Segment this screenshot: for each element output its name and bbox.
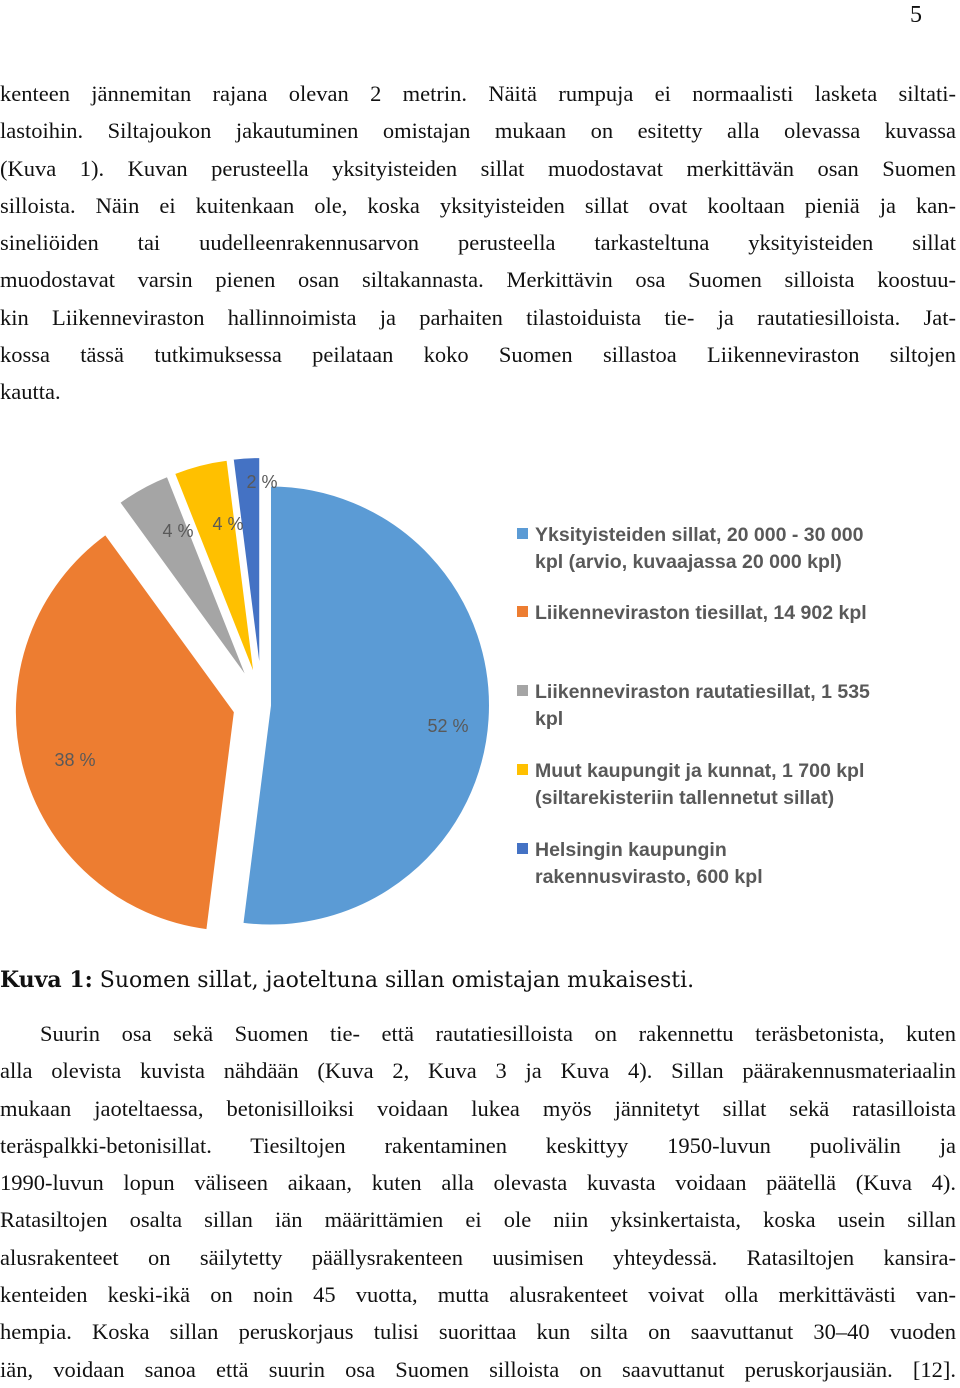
text-line: mukaan jaoteltaessa, betonisilloiksi voidaan lukea myös jännitetyt sillat sekä ratasilloista xyxy=(0,1095,956,1121)
legend-entry xyxy=(517,524,864,573)
caption-text: Suomen sillat, jaoteltuna sillan omistajan mukaisesti. xyxy=(92,968,695,993)
slice-value-label: 38 % xyxy=(54,750,96,770)
text-line: alusrakenteet on säilytetty päällysrakenteen uusimisen yhteydessä. Ratasiltojen kansira- xyxy=(0,1244,956,1270)
legend-label: Helsingin kaupungin xyxy=(535,839,727,861)
legend-label: Yksityisteiden sillat, 20 000 - 30 000 xyxy=(535,524,864,546)
legend-label: Muut kaupungit ja kunnat, 1 700 kpl xyxy=(535,760,865,782)
legend-entry xyxy=(517,602,867,624)
text-line: kin Liikenneviraston hallinnoimista ja parhaiten tilastoiduista tie- ja rautatiesilloista. Jat- xyxy=(0,304,956,330)
text-line: Suurin osa sekä Suomen tie- että rautatiesilloista on rakennettu teräsbetonista, kuten xyxy=(40,1021,956,1046)
legend-swatch xyxy=(517,685,528,696)
slice-value-label: 52 % xyxy=(427,716,469,736)
legend-label: Liikenneviraston rautatiesillat, 1 535 xyxy=(535,681,870,703)
legend-label: rakennusvirasto, 600 kpl xyxy=(535,866,763,888)
text-line: silloista. Näin ei kuitenkaan ole, koska yksityisteiden sillat ovat kooltaan pieniä ja kan- xyxy=(0,192,956,218)
text-line: teräspalkki-betonisillat. Tiesiltojen rakentaminen keskittyy 1950-luvun puolivälin ja xyxy=(0,1132,956,1158)
slice-private-roads xyxy=(242,486,490,926)
text-line: kossa tässä tutkimuksessa peilataan koko Suomen sillastoa Liikenneviraston siltojen xyxy=(0,342,956,368)
legend-swatch xyxy=(517,764,528,775)
chart-legend xyxy=(517,524,870,888)
slice-value-label: 4 % xyxy=(212,514,244,534)
page-number: 5 xyxy=(910,2,922,28)
legend-label: kpl xyxy=(535,708,564,730)
text-line: lastoihin. Siltajoukon jakautuminen omistajan mukaan on esitetty alla olevassa kuvassa xyxy=(0,118,956,144)
text-line: muodostavat varsin pienen osan siltakannasta. Merkittävin osa Suomen silloista koostuu- xyxy=(0,267,956,293)
text-line: kenteen jännemitan rajana olevan 2 metrin. Näitä rumpuja ei normaalisti lasketa siltati- xyxy=(0,81,956,106)
text-line: alla olevista kuvista nähdään (Kuva 2, Kuva 3 ja Kuva 4). Sillan päärakennusmateriaalin xyxy=(0,1058,956,1084)
text-line: hempia. Koska sillan peruskorjaus tulisi suorittaa kun silta on saavuttanut 30–40 vuoden xyxy=(0,1319,956,1345)
text-line: (Kuva 1). Kuvan perusteella yksityisteiden sillat muodostavat merkittävän osan Suomen xyxy=(0,155,956,181)
legend-label: kpl (arvio, kuvaajassa 20 000 kpl) xyxy=(535,551,842,573)
legend-entry xyxy=(517,839,763,888)
body-paragraph-1 xyxy=(0,75,956,411)
legend-label: (siltarekisteriin tallennetut sillat) xyxy=(535,787,835,809)
text-line: iän, voidaan sanoa että suurin osa Suomen silloista on saavuttanut peruskorjausiän. [12]. xyxy=(0,1356,956,1382)
pie-slices xyxy=(15,457,490,930)
pie-chart xyxy=(0,455,960,955)
text-line: kenteiden keski-ikä on noin 45 vuotta, mutta alusrakenteet voivat olla merkittävästi van- xyxy=(0,1282,956,1308)
legend-swatch xyxy=(517,843,528,854)
body-paragraph-2 xyxy=(0,1015,956,1388)
text-line: sineliöiden tai uudelleenrakennusarvon perusteella tarkasteltuna yksityisteiden sillat xyxy=(0,230,956,256)
legend-entry xyxy=(517,681,870,730)
legend-entry xyxy=(517,760,864,809)
slice-value-label: 4 % xyxy=(162,521,194,541)
text-line: kautta. xyxy=(0,379,61,405)
figure-caption xyxy=(0,963,694,998)
slice-value-label: 2 % xyxy=(246,472,278,492)
legend-swatch xyxy=(517,606,528,617)
text-line: Ratasiltojen osalta sillan iän määrittämien ei ole niin yksinkertaista, koska usein sillan xyxy=(0,1207,956,1233)
legend-swatch xyxy=(517,528,528,539)
legend-label: Liikenneviraston tiesillat, 14 902 kpl xyxy=(535,602,867,624)
text-line: 1990-luvun lopun väliseen aikaan, kuten alla olevasta kuvasta voidaan päätellä (Kuva 4). xyxy=(0,1170,956,1196)
caption-label: Kuva 1: xyxy=(0,967,93,993)
